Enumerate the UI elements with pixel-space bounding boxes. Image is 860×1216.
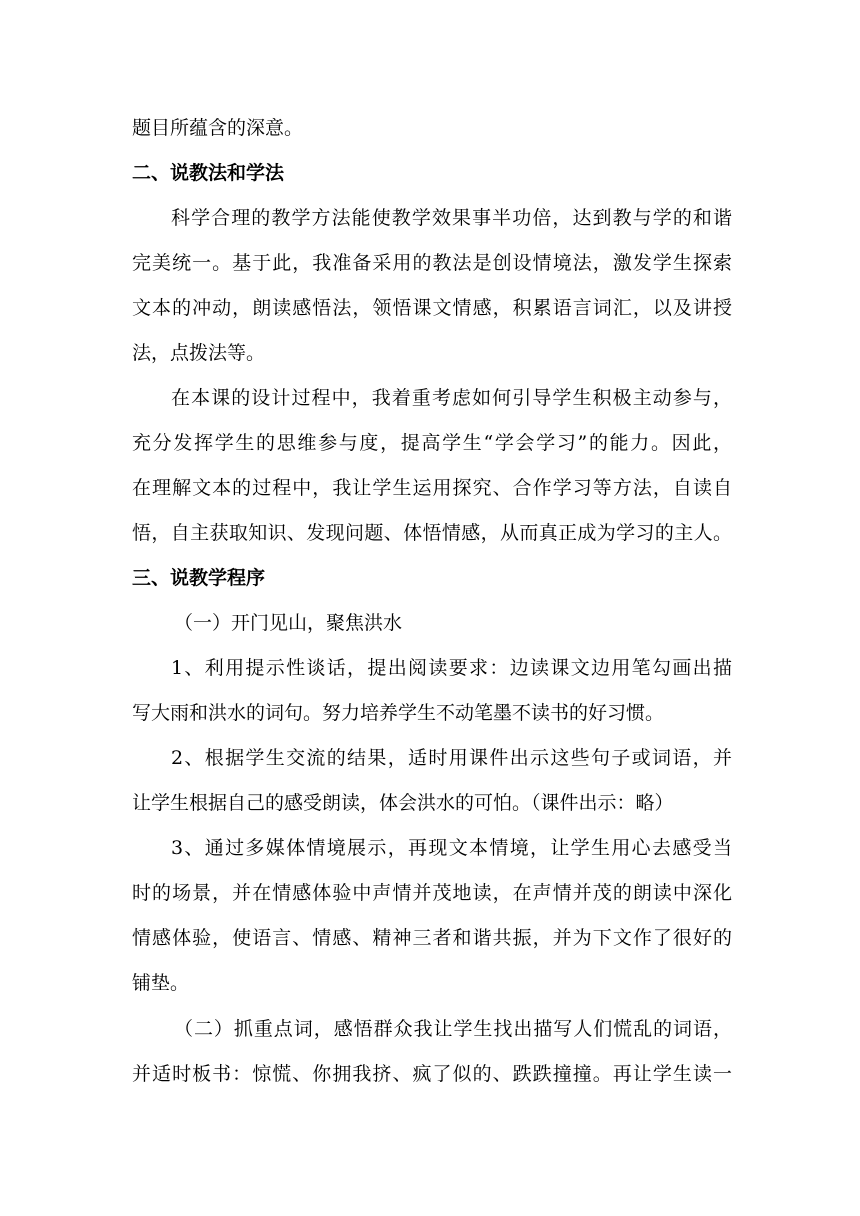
section-heading: 二、说教法和学法 <box>132 162 285 184</box>
paragraph-line: 并适时板书：惊慌、你拥我挤、疯了似的、跌跌撞撞。再让学生读一 <box>132 1063 732 1085</box>
paragraph-line: 在理解文本的过程中，我让学生运用探究、合作学习等方法，自读自 <box>132 477 732 499</box>
paragraph-line: 2、根据学生交流的结果，适时用课件出示这些句子或词语，并 <box>171 747 732 769</box>
paragraph-line: 完美统一。基于此，我准备采用的教法是创设情境法，激发学生探索 <box>132 252 732 274</box>
paragraph-line: 充分发挥学生的思维参与度，提高学生“学会学习”的能力。因此， <box>132 432 732 454</box>
section-heading: 三、说教学程序 <box>132 567 266 589</box>
paragraph-line: 情感体验，使语言、情感、精神三者和谐共振，并为下文作了很好的 <box>132 927 732 949</box>
paragraph-line: 科学合理的教学方法能使教学效果事半功倍，达到教与学的和谐 <box>171 207 732 229</box>
paragraph-line: 写大雨和洪水的词句。努力培养学生不动笔墨不读书的好习惯。 <box>132 702 665 724</box>
paragraph-line: 在本课的设计过程中，我着重考虑如何引导学生积极主动参与， <box>171 387 732 409</box>
paragraph-line: 铺垫。 <box>132 972 190 994</box>
paragraph-line: 3、通过多媒体情境展示，再现文本情境，让学生用心去感受当 <box>171 837 732 859</box>
paragraph-line: 文本的冲动，朗读感悟法，领悟课文情感，积累语言词汇，以及讲授 <box>132 297 732 319</box>
paragraph-line: 让学生根据自己的感受朗读，体会洪水的可怕。（课件出示：略） <box>132 792 674 814</box>
paragraph-line: 法，点拨法等。 <box>132 342 266 364</box>
subsection-heading: （一）开门见山，聚焦洪水 <box>174 612 403 634</box>
paragraph-line: （二）抓重点词，感悟群众我让学生找出描写人们慌乱的词语， <box>174 1018 732 1040</box>
paragraph-line: 悟，自主获取知识、发现问题、体悟情感，从而真正成为学习的主人。 <box>132 522 732 544</box>
paragraph-line: 1、利用提示性谈话，提出阅读要求：边读课文边用笔勾画出描 <box>171 657 732 679</box>
paragraph-line: 时的场景，并在情感体验中声情并茂地读，在声情并茂的朗读中深化 <box>132 882 732 904</box>
paragraph-line: 题目所蕴含的深意。 <box>132 117 304 139</box>
